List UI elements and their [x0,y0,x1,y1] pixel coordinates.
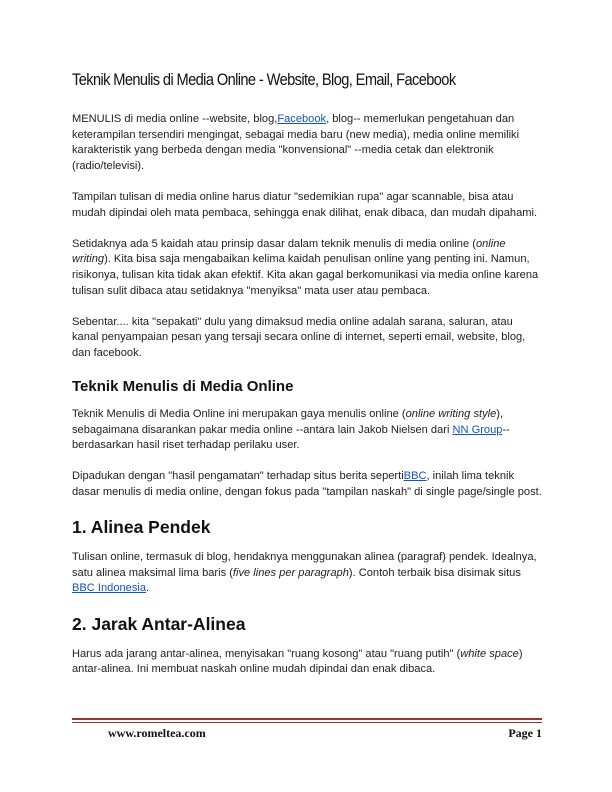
italic-text: online writing [72,237,506,266]
nn-group-link[interactable]: NN Group [452,423,503,436]
document-title: Teknik Menulis di Media Online - Website, Blog, Email, Facebook [72,70,456,89]
bbc-link[interactable]: BBC [403,470,427,483]
intro-paragraph-2: Tampilan tulisan di media online harus diatur "sedemikian rupa" agar scannable, bisa atau mudah dipindai oleh mata pembaca, sehingga enak dilihat, enak dibaca, dan mudah dipahami. [72,190,538,219]
document-body [72,112,542,678]
section1-paragraph-2 [72,469,542,500]
text-span: , inilah lima teknik dasar menulis di media online, dengan fokus pada "tampilan naskah" di single page/single post. [72,470,542,499]
footer-divider-thick [72,718,542,720]
intro-paragraph-1 [72,112,542,174]
section3-paragraph-1 [72,647,542,678]
italic-text: online writing style [405,408,497,421]
text-span: Dipadukan dengan "hasil pengamatan" terhadap situs berita seperti [72,470,404,483]
section1-paragraph-1 [72,407,542,454]
bbc-indonesia-link[interactable]: BBC Indonesia [72,582,147,595]
text-span: ). Kita bisa saja mengabaikan kelima kaidah penulisan online yang penting ini. Namun, risikonya, tulisan kita tidak akan efektif. Kita akan gagal berkomunikasi via media online karena tulisan sulit dibaca atau setidaknya "menyiksa" mata user atau pembaca. [72,253,539,297]
text-span: Tulisan online, termasuk di blog, hendaknya menggunakan alinea (paragraf) pendek. Idealnya, satu alinea maksimal lima baris ( [72,551,537,579]
italic-text: five lines per paragraph [232,566,349,579]
intro-paragraph-4: Sebentar.... kita "sepakati" dulu yang dimaksud media online adalah sarana, saluran, atau kanal penyampaian pesan yang tersaji secara online di internet, seperti email, website, blog, dan facebook. [72,315,526,359]
text-span: -- berdasarkan hasil riset terhadap perilaku user. [72,423,510,452]
footer-site-url: www.romeltea.com [108,726,206,740]
text-span: , blog-- memerlukan pengetahuan dan keterampilan tersendiri mengingat, sebagai media baru (new media), media online memiliki karakteristik yang berbeda dengan media "konvensional" --media cetak dan elektronik (radio/televisi). [72,113,520,172]
section-heading-teknik-menulis: Teknik Menulis di Media Online [72,378,294,396]
text-span: ) antar-alinea. Ini membuat naskah online mudah dipindai dan enak dibaca. [72,647,523,676]
text-span: MENULIS di media online --website, blog, [72,113,278,125]
facebook-link[interactable]: Facebook [277,113,327,125]
footer-divider-thin [72,722,542,723]
section-heading-jarak-antar-alinea: 2. Jarak Antar-Alinea [72,613,246,634]
text-span: Harus ada jarang antar-alinea, menyisakan "ruang kosong" atau "ruang putih" ( [72,647,461,660]
section2-paragraph-1 [72,550,542,597]
text-span: Teknik Menulis di Media Online ini merupakan gaya menulis online ( [72,408,406,421]
text-span: ). Contoh terbaik bisa disimak situs [348,566,521,579]
text-span: Setidaknya ada 5 kaidah atau prinsip dasar dalam teknik menulis di media online ( [72,237,476,250]
footer-page-number: Page 1 [508,726,542,740]
section-heading-alinea-pendek: 1. Alinea Pendek [72,517,211,538]
text-span: ), sebagaimana disarankan pakar media online --antara lain Jakob Nielsen dari [72,408,504,436]
intro-paragraph-3 [72,237,542,299]
italic-text: white space [460,647,519,660]
text-span: . [146,582,150,595]
